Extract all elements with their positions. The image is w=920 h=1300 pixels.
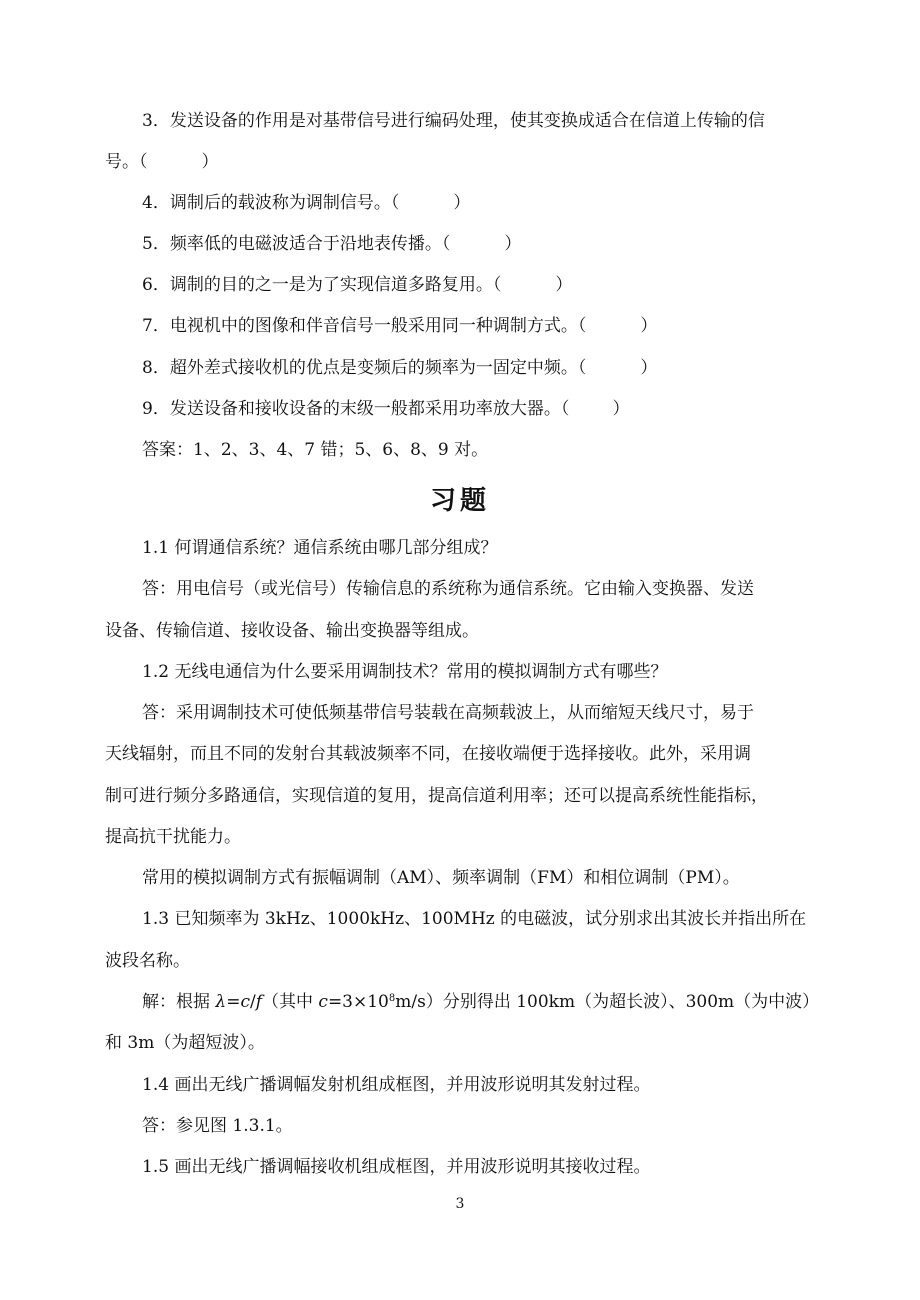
judgment-answer: 答案：1、2、3、4、7 错；5、6、8、9 对。 [142,440,489,460]
exercise-1-3-question-line2: 波段名称。 [105,951,190,971]
answer-results: m/s）分别得出 100km（为超长波）、300m（为中波） [395,992,820,1012]
speed-value: =3×10 [327,992,389,1012]
exercise-1-4-answer: 答：参见图 1.3.1。 [142,1116,293,1136]
exercise-1-2-answer-line5: 常用的模拟调制方式有振幅调制（AM）、频率调制（FM）和相位调制（PM）。 [142,868,740,888]
page-number: 3 [455,1196,465,1212]
exercise-1-2-answer-line2: 天线辐射，而且不同的发射台其载波频率不同，在接收端便于选择接收。此外，采用调 [105,744,751,764]
answer-mid: （其中 [262,992,319,1012]
judgment-6: 6．调制的目的之一是为了实现信道多路复用。（ ） [142,275,573,295]
judgment-7: 7．电视机中的图像和伴音信号一般采用同一种调制方式。（ ） [142,316,658,336]
exercise-1-1-question: 1.1 何谓通信系统？通信系统由哪几部分组成？ [142,538,498,558]
exercise-1-2-answer-line4: 提高抗干扰能力。 [105,827,241,847]
exercise-1-1-answer-line2: 设备、传输信道、接收设备、输出变换器等组成。 [105,621,479,641]
judgment-5: 5．频率低的电磁波适合于沿地表传播。（ ） [142,234,522,254]
exercise-1-3-answer-line1 [142,991,819,1013]
exercise-1-5-question: 1.5 画出无线广播调幅接收机组成框图，并用波形说明其接收过程。 [142,1157,651,1177]
judgment-8: 8．超外差式接收机的优点是变频后的频率为一固定中频。（ ） [142,358,658,378]
f-symbol: f [255,992,262,1012]
c-symbol-2: c [318,992,328,1012]
exercise-1-3-question-line1: 1.3 已知频率为 3kHz、1000kHz、100MHz 的电磁波，试分别求出其波长并指出所在 [142,909,807,929]
judgment-3-line1: 3．发送设备的作用是对基带信号进行编码处理，使其变换成适合在信道上传输的信 [142,111,765,131]
slash-symbol: / [249,992,256,1012]
judgment-4: 4．调制后的载波称为调制信号。（ ） [142,193,471,213]
exercise-1-2-answer-line3: 制可进行频分多路通信，实现信道的复用，提高信道利用率；还可以提高系统性能指标， [105,786,768,806]
exponent: 8 [388,993,396,1004]
exercise-1-1-answer-line1: 答：用电信号（或光信号）传输信息的系统称为通信系统。它由输入变换器、发送 [142,579,754,599]
judgment-3-line2: 号。（ ） [105,152,219,172]
judgment-9: 9．发送设备和接收设备的末级一般都采用功率放大器。（ ） [142,399,630,419]
c-symbol: c [240,992,250,1012]
exercise-1-2-answer-line1: 答：采用调制技术可使低频基带信号装载在高频载波上，从而缩短天线尺寸，易于 [142,703,754,723]
exercise-1-3-answer-line2: 和 3m（为超短波）。 [105,1033,265,1053]
exercise-1-2-question: 1.2 无线电通信为什么要采用调制技术？常用的模拟调制方式有哪些？ [142,662,668,682]
equals-sign: = [226,992,241,1012]
lambda-symbol: λ [215,992,227,1012]
answer-prefix: 解：根据 [142,992,216,1012]
section-title: 习题 [429,486,490,516]
exercise-1-4-question: 1.4 画出无线广播调幅发射机组成框图，并用波形说明其发射过程。 [142,1075,651,1095]
